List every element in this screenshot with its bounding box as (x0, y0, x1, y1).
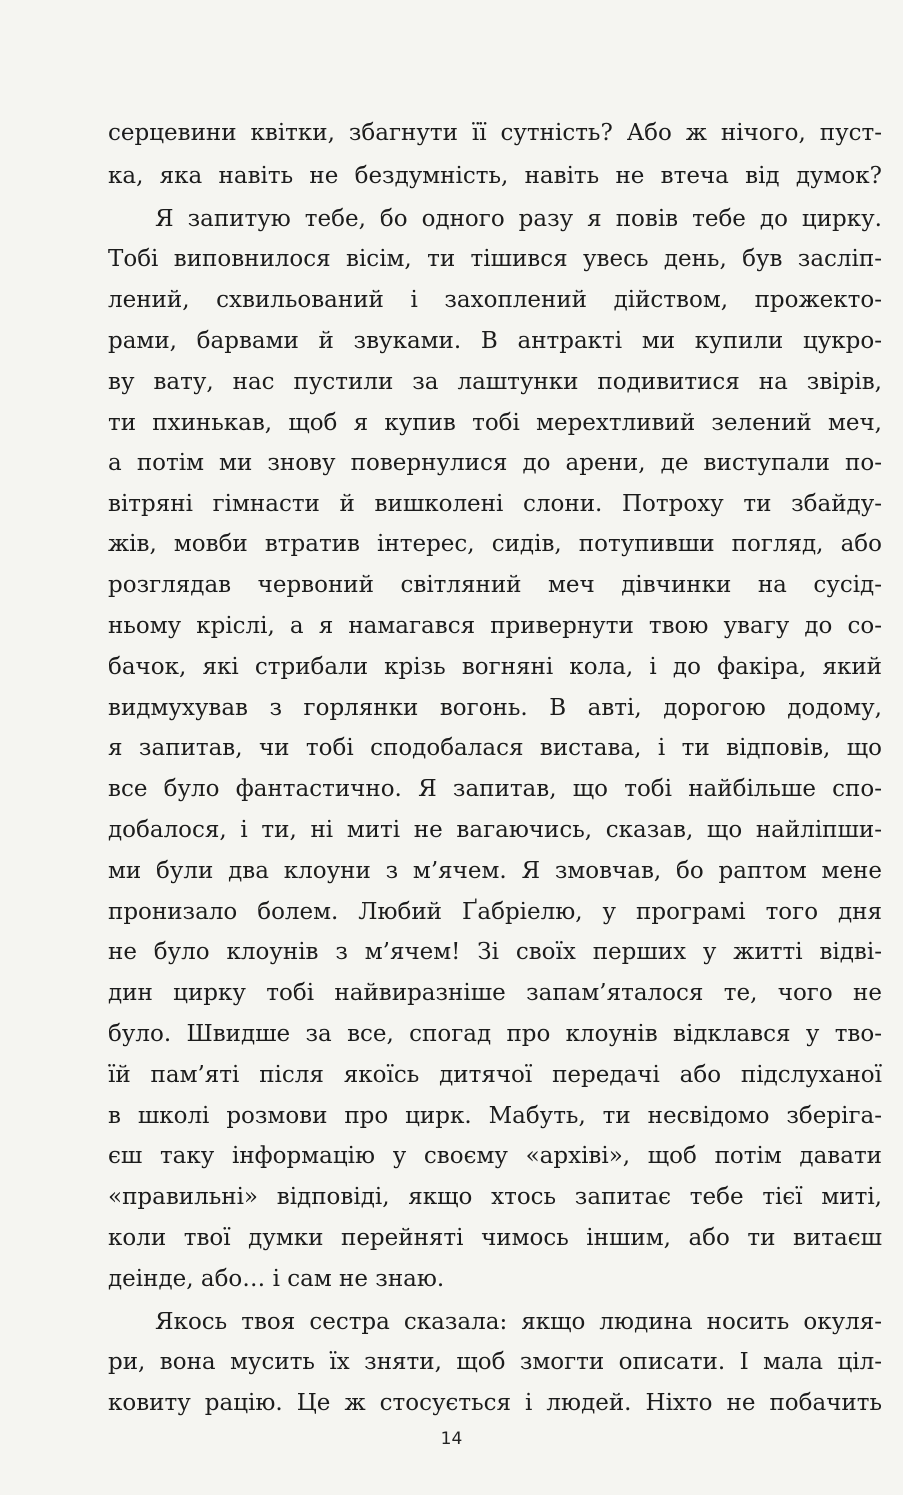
paragraph-last-line: деінде, або… і сам не знаю. (108, 1266, 445, 1292)
text-line: коли твої думки перейняті чимось іншим, або ти витаєш (108, 1225, 882, 1251)
text-line: бачок, які стрибали крізь вогняні кола, і до факіра, який (108, 654, 882, 680)
text-line: було. Швидше за все, спогад про клоунів відклався у тво- (108, 1021, 882, 1047)
text-line: ву вату, нас пустили за лаштунки подивитися на звірів, (108, 369, 882, 395)
text-line: їй пам’яті після якоїсь дитячої передачі або підслуханої (108, 1062, 882, 1088)
text-line: серцевини квітки, збагнути її сутність? Або ж нічого, пуст- (108, 120, 882, 146)
text-line: ньому кріслі, а я намагався привернути твою увагу до со- (108, 613, 882, 639)
text-line: а потім ми знову повернулися до арени, де виступали по- (108, 450, 882, 476)
text-line: Тобі виповнилося вісім, ти тішився увесь день, був засліп- (108, 246, 882, 272)
page-number: 14 (440, 1429, 463, 1449)
text-line: жів, мовби втратив інтерес, сидів, потупивши погляд, або (108, 531, 882, 557)
text-line: в школі розмови про цирк. Мабуть, ти несвідомо зберіга- (108, 1103, 882, 1129)
text-line: лений, схвильований і захоплений дійством, прожекто- (108, 287, 882, 313)
text-line: видмухував з горлянки вогонь. В авті, дорогою додому, (108, 695, 882, 721)
text-line: розглядав червоний світляний меч дівчинки на сусід- (108, 572, 882, 598)
paragraph-first-line: Якось твоя сестра сказала: якщо людина носить окуля- (155, 1309, 882, 1335)
text-line: дин цирку тобі найвиразніше запам’яталося те, чого не (108, 980, 882, 1006)
text-line: ка, яка навіть не бездумність, навіть не втеча від думок? (108, 163, 882, 189)
text-line: пронизало болем. Любий Ґабріелю, у програмі того дня (108, 899, 882, 925)
text-line: вітряні гімнасти й вишколені слони. Потроху ти збайду- (108, 491, 882, 517)
paragraph-first-line: Я запитую тебе, бо одного разу я повів тебе до цирку. (155, 206, 882, 232)
text-line: ти пхинькав, щоб я купив тобі мерехтливий зелений меч, (108, 410, 882, 436)
text-line: не було клоунів з м’ячем! Зі своїх перших у житті відві- (108, 939, 882, 965)
text-line: я запитав, чи тобі сподобалася вистава, і ти відповів, що (108, 735, 882, 761)
text-line: «правильні» відповіді, якщо хтось запитає тебе тієї миті, (108, 1184, 882, 1210)
text-line: єш таку інформацію у своєму «архіві», щоб потім давати (108, 1143, 882, 1169)
text-line: все було фантастично. Я запитав, що тобі найбільше спо- (108, 776, 882, 802)
text-line: добалося, і ти, ні миті не вагаючись, сказав, що найліпши- (108, 817, 882, 843)
text-line: рами, барвами й звуками. В антракті ми купили цукро- (108, 328, 882, 354)
text-line: ковиту рацію. Це ж стосується і людей. Ніхто не побачить (108, 1390, 882, 1416)
text-line: ри, вона мусить їх зняти, щоб змогти описати. І мала ціл- (108, 1349, 882, 1375)
text-line: ми були два клоуни з м’ячем. Я змовчав, бо раптом мене (108, 858, 882, 884)
